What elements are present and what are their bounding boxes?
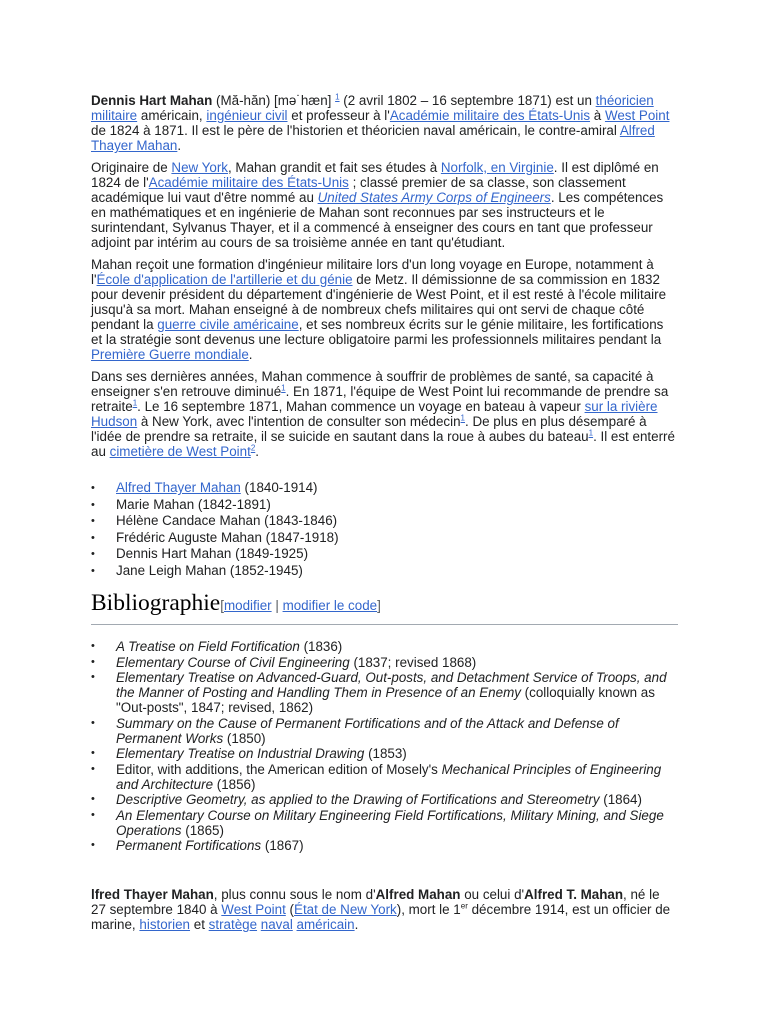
subject-name: Dennis Hart Mahan bbox=[91, 93, 213, 108]
list-item: • Editor, with additions, the American edition of Mosely's Mechanical Principles of Engineering and Architecture (1856) bbox=[116, 762, 678, 792]
reference-5[interactable]: 1 bbox=[588, 428, 594, 438]
link-historien[interactable]: historien bbox=[139, 917, 191, 932]
link-academie-militaire[interactable]: Académie militaire des États-Unis bbox=[389, 108, 591, 123]
reference-6[interactable]: 2 bbox=[250, 443, 256, 453]
article-content bbox=[91, 93, 678, 932]
link-cimetiere-west-point[interactable]: cimetière de West Point bbox=[109, 444, 251, 459]
death-paragraph: Dans ses dernières années, Mahan commence à souffrir de problèmes de santé, sa capacité à enseigner s'en retrouve diminué$^1$. En 1871, l'équipe de West Point lui recommande de prendre sa retraite$^1$. Le 16 septembre 1871, Mahan commence un voyage en bateau à vapeur sur la rivière Hudson à New York, avec l'intention de consulter son médecin$^1$. De plus en plus désemparé à l'idée de prendre sa retraite, il se suicide en sautant dans la roue à aubes du bateau$^1$. Il est enterré au cimetière de West Point$^2$. bbox=[91, 369, 675, 459]
link-guerre-civile[interactable]: guerre civile américaine bbox=[157, 317, 299, 332]
link-americain[interactable]: américain bbox=[296, 917, 355, 932]
list-item: • Elementary Treatise on Industrial Drawing (1853) bbox=[116, 746, 678, 761]
link-premiere-guerre[interactable]: Première Guerre mondiale bbox=[91, 347, 249, 362]
link-academie-militaire-2[interactable]: Académie militaire des États-Unis bbox=[148, 175, 349, 190]
list-item: • Summary on the Cause of Permanent Fortifications and of the Attack and Defense of Permanent Works (1850) bbox=[116, 716, 678, 746]
list-item: • Descriptive Geometry, as applied to the Drawing of Fortifications and Stereometry (1864) bbox=[116, 792, 678, 807]
origin-paragraph: Originaire de New York, Mahan grandit et fait ses études à Norfolk, en Virginie. Il est diplômé en 1824 de l'Académie militaire des États-Unis ; classé premier de sa classe, son classement académique lui vaut d'être nommé au United States Army Corps of Engineers. Les compétences en mathématiques et en ingénierie de Mahan sont reconnues par ses instructeurs et le surintendant, Sylvanus Thayer, et il a commencé à enseigner des cours en tant que professeur adjoint par intérim au cours de sa troisième année en tant qu'étudiant. bbox=[91, 160, 664, 250]
link-stratege[interactable]: stratège bbox=[208, 917, 258, 932]
section-title: Bibliographie bbox=[91, 590, 221, 616]
link-west-point-2[interactable]: West Point bbox=[221, 902, 286, 917]
bibliography-heading: Bibliographie[modifier | modifier le code] bbox=[91, 589, 678, 625]
reference-3[interactable]: 1 bbox=[132, 398, 138, 408]
dates-text: (2 avril 1802 – 16 septembre 1871) est un bbox=[343, 93, 592, 108]
list-item: • Permanent Fortifications (1867) bbox=[116, 838, 678, 853]
link-child-alfred[interactable]: Alfred Thayer Mahan bbox=[116, 480, 241, 495]
link-ingenieur-civil[interactable]: ingénieur civil bbox=[206, 108, 288, 123]
list-item: • Marie Mahan (1842-1891) bbox=[116, 497, 678, 514]
pronunciation: (Mă-hăn) [mə˙hæn] bbox=[216, 93, 332, 108]
link-new-york[interactable]: New York bbox=[171, 160, 228, 175]
link-army-corps-engineers[interactable]: United States Army Corps of Engineers bbox=[317, 190, 551, 205]
link-etat-new-york[interactable]: État de New York bbox=[294, 902, 397, 917]
link-west-point[interactable]: West Point bbox=[604, 108, 670, 123]
reference-2[interactable]: 1 bbox=[281, 383, 286, 393]
training-paragraph: Mahan reçoit une formation d'ingénieur militaire lors d'un long voyage en Europe, notamment à l'École d'application de l'artillerie et du génie de Metz. Il démissionne de sa commission en 1832 pour devenir président du département d'ingénierie de West Point, et il est resté à l'école militaire jusqu'à sa mort. Mahan enseigné à de nombreux chefs militaires qui ont servi de chaque côté pendant la guerre civile américaine, et ses nombreux écrits sur le génie militaire, les fortifications et la stratégie sont devenus une lecture obligatoire parmi les professionnels militaires pendant la Première Guerre mondiale. bbox=[91, 257, 667, 362]
edit-code-link[interactable]: modifier le code bbox=[282, 598, 378, 613]
list-item: • Hélène Candace Mahan (1843-1846) bbox=[116, 513, 678, 530]
reference-1[interactable]: 1 bbox=[335, 92, 340, 102]
alfred-paragraph: lfred Thayer Mahan, plus connu sous le nom d'Alfred Mahan ou celui d'Alfred T. Mahan, né le 27 septembre 1840 à West Point (État de New York), mort le 1er décembre 1914, est un officier de marine, historien et stratège naval américain. bbox=[91, 887, 671, 932]
link-alfred-thayer-mahan[interactable]: Alfred Thayer Mahan bbox=[91, 123, 655, 153]
list-item: • Dennis Hart Mahan (1849-1925) bbox=[116, 546, 678, 563]
list-item: • An Elementary Course on Military Engineering Field Fortifications, Military Mining, and Siege Operations (1865) bbox=[116, 808, 678, 838]
intro-paragraph: Dennis Hart Mahan (Mă-hăn) [mə˙hæn] $^1$ (2 avril 1802 – 16 septembre 1871) est un théoricien militaire américain, ingénieur civil et professeur à l'Académie militaire des États-Unis à West Point de 1824 à 1871. Il est le père de l'historien et théoricien naval américain, le contre-amiral Alfred Thayer Mahan. bbox=[91, 92, 670, 153]
list-item: • A Treatise on Field Fortification (1836) bbox=[116, 639, 678, 654]
reference-4[interactable]: 1 bbox=[460, 413, 465, 423]
children-list bbox=[91, 480, 678, 579]
link-norfolk[interactable]: Norfolk, en Virginie bbox=[440, 160, 554, 175]
link-theoricien-militaire[interactable]: théoricien militaire bbox=[91, 93, 654, 123]
edit-link[interactable]: modifier bbox=[223, 598, 272, 613]
list-item: • Jane Leigh Mahan (1852-1945) bbox=[116, 563, 678, 580]
link-naval[interactable]: naval bbox=[260, 917, 293, 932]
list-item: • Frédéric Auguste Mahan (1847-1918) bbox=[116, 530, 678, 547]
bibliography-list bbox=[91, 639, 678, 853]
list-item: • Alfred Thayer Mahan (1840-1914) bbox=[116, 480, 678, 497]
list-item: • Elementary Treatise on Advanced-Guard, Out-posts, and Detachment Service of Troops, and the Manner of Posting and Handling Them in Presence of an Enemy (colloquially known as "Out-posts", 1847; revised, 1862) bbox=[116, 670, 678, 715]
link-riviere-hudson[interactable]: sur la rivière Hudson bbox=[91, 399, 658, 429]
link-ecole-application[interactable]: École d'application de l'artillerie et du génie bbox=[96, 272, 353, 287]
list-item: • Elementary Course of Civil Engineering (1837; revised 1868) bbox=[116, 655, 678, 670]
